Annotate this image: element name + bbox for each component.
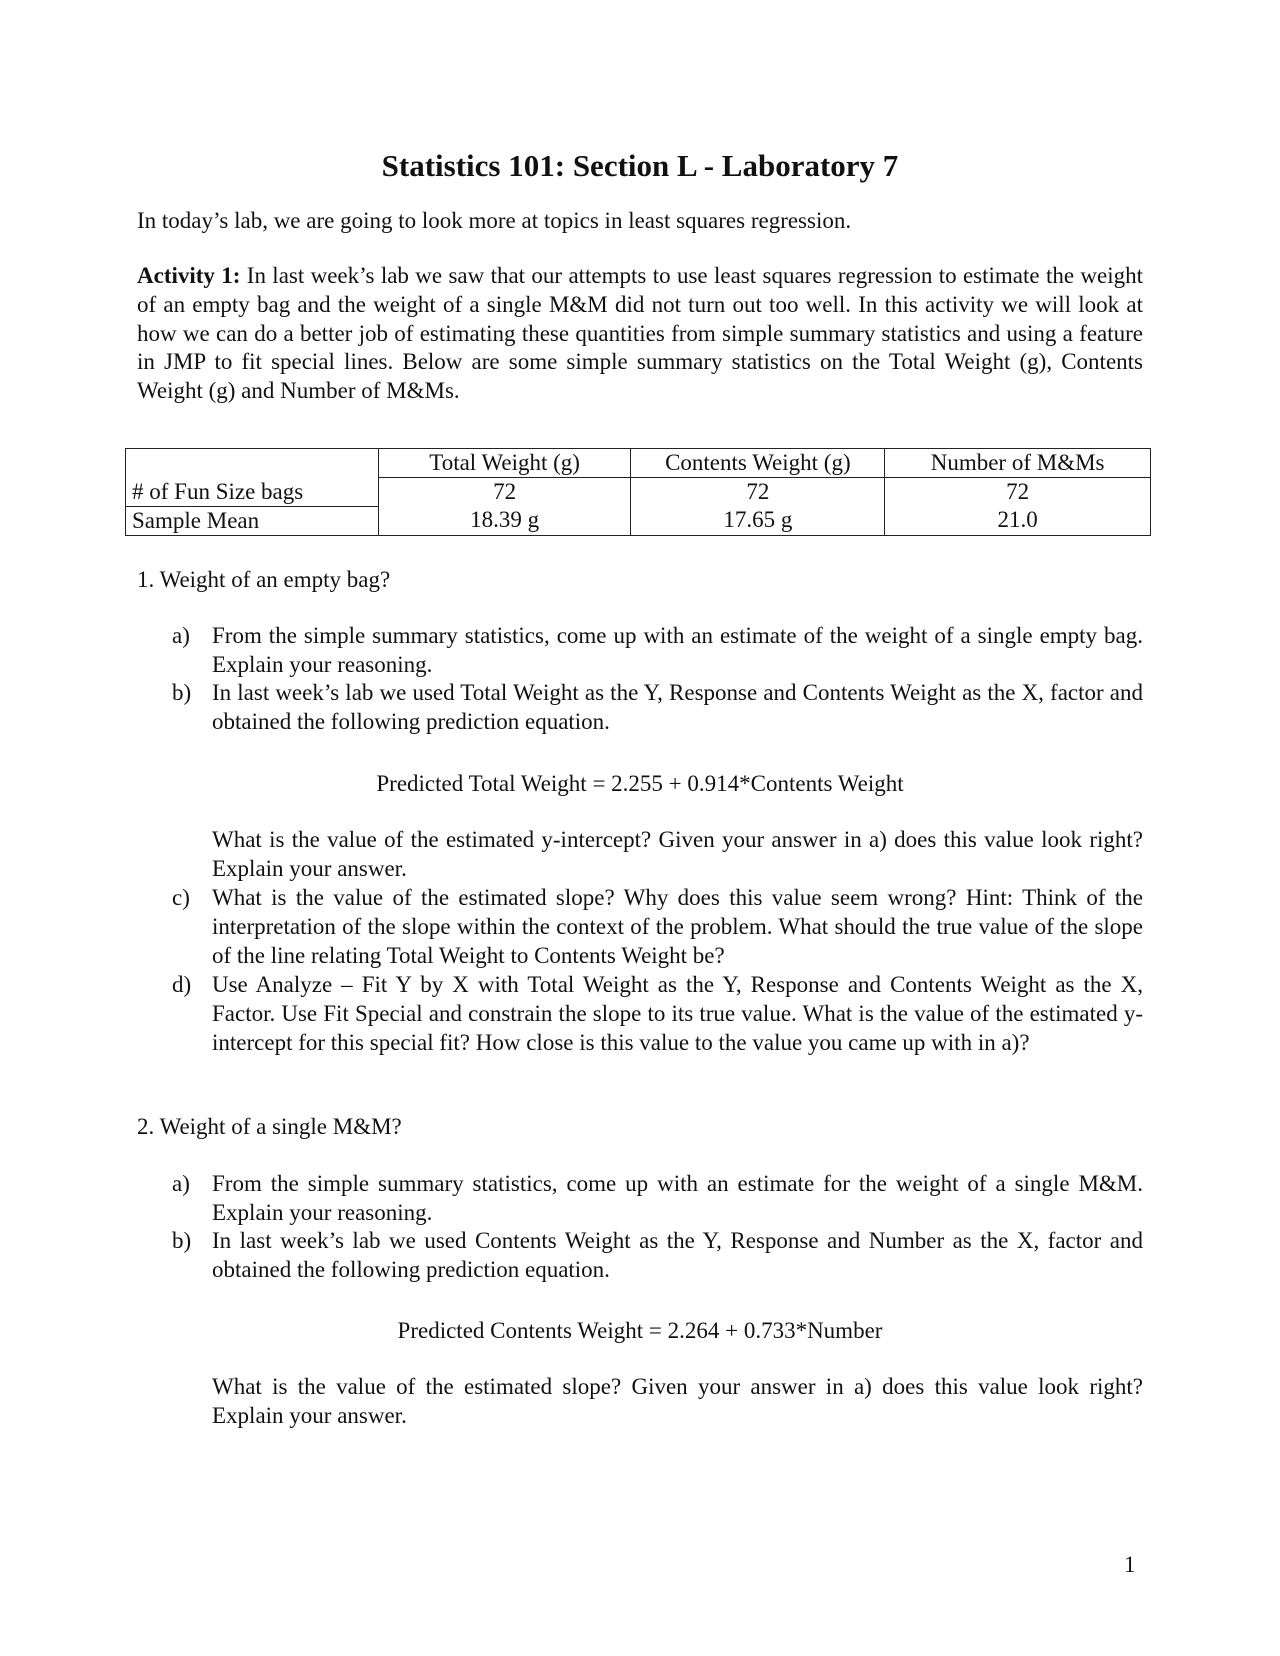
question-1-heading: 1. Weight of an empty bag? bbox=[137, 567, 391, 592]
activity-label: Activity 1: bbox=[137, 263, 241, 288]
table-row bbox=[126, 506, 1151, 535]
table-cell: 21.0 bbox=[885, 506, 1151, 535]
table-row-label: # of Fun Size bags bbox=[126, 478, 379, 507]
question-1b-followup: What is the value of the estimated y-intercept? Given your answer in a) does this value look right? Explain your answer. bbox=[212, 827, 1143, 881]
table-header-cell: Total Weight (g) bbox=[378, 449, 631, 478]
question-2b-followup: What is the value of the estimated slope? Given your answer in a) does this value look right? Explain your answer. bbox=[212, 1374, 1143, 1428]
activity-paragraph bbox=[137, 262, 1143, 406]
equation-1: Predicted Total Weight = 2.255 + 0.914*Contents Weight bbox=[376, 771, 904, 796]
activity-text: In last week’s lab we saw that our attempts to use least squares regression to estimate the weight of an empty bag and the weight of a single M&M did not turn out too well. In this activity we will look at how we can do a better job of estimating these quantities from simple summary statistics and using a feature in JMP to fit special lines. Below are some simple summary statistics on the Total Weight (g), Contents Weight (g) and Number of M&Ms. bbox=[137, 263, 1144, 404]
table-row-label: Sample Mean bbox=[126, 506, 379, 535]
question-1c bbox=[172, 884, 1143, 970]
intro-paragraph: In today’s lab, we are going to look more at topics in least squares regression. bbox=[137, 208, 852, 233]
item-label: a) bbox=[172, 623, 190, 648]
item-label: b) bbox=[172, 680, 192, 705]
page-title: Statistics 101: Section L - Laboratory 7 bbox=[381, 148, 899, 183]
table-row bbox=[126, 478, 1151, 507]
item-label: c) bbox=[172, 885, 190, 910]
table-header-cell: Contents Weight (g) bbox=[631, 449, 885, 478]
table-header-cell bbox=[126, 449, 379, 478]
item-label: b) bbox=[172, 1228, 192, 1253]
item-text: Use Analyze – Fit Y by X with Total Weight as the Y, Response and Contents Weight as the X, Factor. Use Fit Special and constrain the slope to its true value. What is the value of the estimated y-intercept for this special fit? How close is this value to the value you came up with in a)? bbox=[212, 972, 1143, 1055]
question-1a bbox=[172, 622, 1143, 680]
table-header-cell: Number of M&Ms bbox=[885, 449, 1151, 478]
table-cell: 72 bbox=[378, 478, 631, 507]
item-text: What is the value of the estimated slope? Why does this value seem wrong? Hint: Think of the interpretation of the slope within the context of the problem. What should the true value of the slope of the line relating Total Weight to Contents Weight be? bbox=[212, 885, 1143, 968]
table-cell: 17.65 g bbox=[631, 506, 885, 535]
table-header-row bbox=[126, 449, 1151, 478]
question-1b bbox=[172, 679, 1143, 737]
table-cell: 72 bbox=[631, 478, 885, 507]
item-label: a) bbox=[172, 1171, 190, 1196]
page-number: 1 bbox=[1124, 1552, 1136, 1577]
question-2b bbox=[172, 1227, 1143, 1285]
table-cell: 18.39 g bbox=[378, 506, 631, 535]
equation-2: Predicted Contents Weight = 2.264 + 0.733*Number bbox=[397, 1318, 883, 1343]
item-text: From the simple summary statistics, come up with an estimate for the weight of a single M&M. Explain your reasoning. bbox=[212, 1171, 1143, 1225]
item-label: d) bbox=[172, 972, 192, 997]
question-2-heading: 2. Weight of a single M&M? bbox=[137, 1114, 402, 1139]
item-text: In last week’s lab we used Contents Weight as the Y, Response and Number as the X, factor and obtained the following prediction equation. bbox=[212, 1228, 1143, 1282]
question-1d bbox=[172, 971, 1143, 1057]
summary-statistics-table bbox=[125, 448, 1151, 536]
item-text: From the simple summary statistics, come up with an estimate of the weight of a single empty bag. Explain your reasoning. bbox=[212, 623, 1143, 677]
table-cell: 72 bbox=[885, 478, 1151, 507]
item-text: In last week’s lab we used Total Weight as the Y, Response and Contents Weight as the X, factor and obtained the following prediction equation. bbox=[212, 680, 1143, 734]
question-2a bbox=[172, 1170, 1143, 1228]
